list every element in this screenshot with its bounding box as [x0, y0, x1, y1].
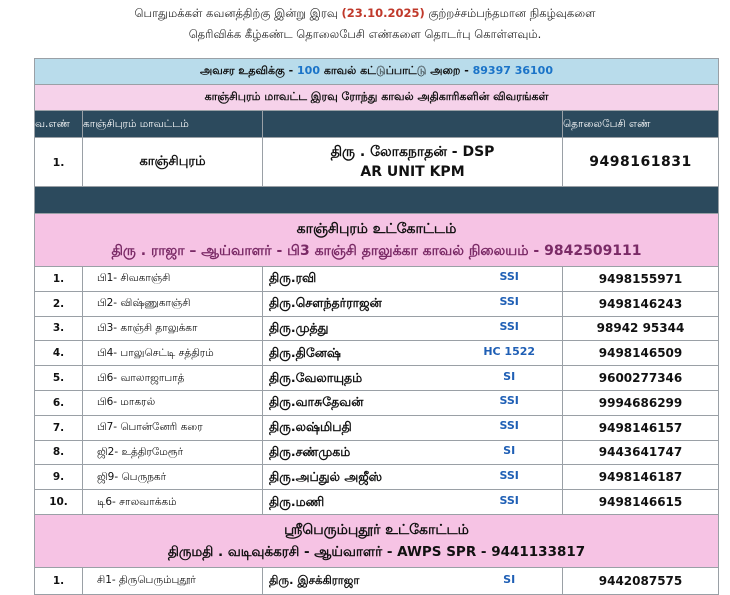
row-phone: 9498146243 — [563, 291, 719, 316]
row-station: பி7- பொன்னேரி கரை — [83, 415, 263, 440]
row-station: ஜி9- பெருநகர் — [83, 465, 263, 490]
row-name-rank — [263, 316, 563, 341]
row-station: பி4- பாலுசெட்டி சத்திரம் — [83, 341, 263, 366]
row-rank: SSI — [499, 394, 519, 408]
row-sno: 10. — [35, 490, 83, 515]
row-rank: SSI — [499, 468, 519, 482]
table-row — [35, 567, 719, 594]
row-rank: SI — [503, 369, 516, 383]
dsp-row — [35, 138, 719, 187]
row-phone: 9994686299 — [563, 390, 719, 415]
row-phone: 9498155971 — [563, 267, 719, 292]
row-name-rank — [263, 267, 563, 292]
row-rank: SI — [503, 572, 516, 586]
table-row — [35, 465, 719, 490]
row-phone: 9498146615 — [563, 490, 719, 515]
table-row — [35, 291, 719, 316]
row-name: திரு.அப்துல் அஜீஸ் — [269, 468, 383, 484]
subdivision-kanchipuram — [35, 214, 719, 267]
header-row — [35, 111, 719, 138]
intro-line-1 — [0, 6, 730, 22]
row-name: திரு.தினேஷ் — [269, 344, 341, 360]
row-name-rank — [263, 440, 563, 465]
table-row — [35, 440, 719, 465]
table-row — [35, 267, 719, 292]
row-sno: 2. — [35, 291, 83, 316]
row-sno: 1. — [35, 567, 83, 594]
row-phone: 9443641747 — [563, 440, 719, 465]
table-row — [35, 341, 719, 366]
dsp-district: காஞ்சிபுரம் — [83, 138, 263, 187]
dsp-officer-unit: AR UNIT KPM — [360, 164, 465, 180]
row-station: பி6- வாலாஜாபாத் — [83, 366, 263, 391]
row-phone: 9442087575 — [563, 567, 719, 594]
row-rank: SSI — [499, 419, 519, 433]
row-name-rank — [263, 291, 563, 316]
subdivision-kanchipuram-officer: திரு . ராஜா – ஆய்வாளர் - பி3 காஞ்சி தாலுக்கா காவல் நிலையம் - 9842509111 — [111, 243, 642, 259]
subdivision-kanchipuram-row — [35, 214, 719, 267]
row-sno: 1. — [35, 267, 83, 292]
row-phone: 9600277346 — [563, 366, 719, 391]
row-sno: 8. — [35, 440, 83, 465]
row-phone: 9498146157 — [563, 415, 719, 440]
header-sno: வ.எண் — [35, 111, 83, 138]
intro-line-2: தெரிவிக்க கீழ்கண்ட தொலைபேசி எண்களை தொடர்பு கொள்ளவும். — [188, 27, 542, 41]
dsp-sno: 1. — [35, 138, 83, 187]
emergency-row — [35, 59, 719, 85]
table-row — [35, 390, 719, 415]
emergency-label-a: அவசர உதவிக்கு - — [200, 64, 294, 77]
row-station: பி3- காஞ்சி தாலுக்கா — [83, 316, 263, 341]
row-name-rank — [263, 465, 563, 490]
row-phone: 9498146509 — [563, 341, 719, 366]
row-name-rank — [263, 490, 563, 515]
row-station: பி6- மாகரல் — [83, 390, 263, 415]
subdivision-sriperumbudur-officer: திருமதி . வடிவுக்கரசி - ஆய்வாளர் - AWPS SPR - 9441133817 — [167, 543, 586, 560]
table-row — [35, 366, 719, 391]
row-name: திரு. இசக்கிராஜா — [269, 572, 360, 587]
row-name: திரு.லஷ்மிபதி — [269, 419, 352, 435]
divider-cell — [35, 187, 719, 214]
row-sno: 5. — [35, 366, 83, 391]
subdivision-sriperumbudur — [35, 514, 719, 567]
row-station: டி6- சாலவாக்கம் — [83, 490, 263, 515]
row-rank: SSI — [499, 295, 519, 309]
header-district: காஞ்சிபுரம் மாவட்டம் — [83, 111, 263, 138]
subdivision-sriperumbudur-row — [35, 514, 719, 567]
row-rank: SSI — [499, 270, 519, 284]
subdivision-kanchipuram-title: காஞ்சிபுரம் உட்கோட்டம் — [296, 221, 457, 237]
row-station: ஜி2- உத்திரமேரூர் — [83, 440, 263, 465]
control-room-number: 89397 36100 — [472, 64, 553, 77]
row-station: சி1- திருபெரும்புதூர் — [83, 567, 263, 594]
row-name: திரு.வாசுதேவன் — [269, 394, 364, 410]
row-rank: SSI — [499, 319, 519, 333]
emergency-cell — [35, 59, 719, 85]
row-name-rank — [263, 390, 563, 415]
row-name: திரு.ரவி — [269, 270, 317, 286]
row-phone: 9498146187 — [563, 465, 719, 490]
officers-table — [34, 58, 719, 595]
row-name: திரு.முத்து — [269, 319, 329, 335]
row-rank: SI — [503, 443, 516, 457]
table-row — [35, 316, 719, 341]
emergency-number-100: 100 — [297, 64, 320, 77]
table-title: காஞ்சிபுரம் மாவட்ட இரவு ரோந்து காவல் அதிகாரிகளின் விவரங்கள் — [35, 85, 719, 111]
row-rank: HC 1522 — [483, 344, 536, 358]
row-name: திரு.மணி — [269, 493, 325, 509]
dsp-officer-name: திரு . லோகநாதன் - DSP — [330, 144, 495, 160]
row-station: பி1- சிவகாஞ்சி — [83, 267, 263, 292]
row-rank: SSI — [499, 493, 519, 507]
table-row — [35, 490, 719, 515]
row-name-rank — [263, 341, 563, 366]
intro-text-a: பொதுமக்கள் கவனத்திற்கு இன்று இரவு — [134, 6, 338, 20]
row-sno: 3. — [35, 316, 83, 341]
row-name-rank — [263, 366, 563, 391]
row-name: திரு.சௌந்தர்ராஜன் — [269, 295, 382, 311]
emergency-label-b: காவல் கட்டுப்பாட்டு அறை - — [323, 64, 469, 77]
table-row — [35, 415, 719, 440]
row-name-rank — [263, 567, 563, 594]
divider-row — [35, 187, 719, 214]
row-name-rank — [263, 415, 563, 440]
row-sno: 7. — [35, 415, 83, 440]
row-sno: 9. — [35, 465, 83, 490]
row-name: திரு.சண்முகம் — [269, 443, 351, 459]
row-sno: 6. — [35, 390, 83, 415]
dsp-officer — [263, 138, 563, 187]
header-officer — [263, 111, 563, 138]
intro-date: (23.10.2025) — [341, 6, 425, 20]
header-phone: தொலைபேசி எண் — [563, 111, 719, 138]
row-station: பி2- விஷ்ணுகாஞ்சி — [83, 291, 263, 316]
table-title-row — [35, 85, 719, 111]
subdivision-sriperumbudur-title: ஸ்ரீபெரும்புதூர் உட்கோட்டம் — [284, 521, 469, 538]
row-name: திரு.வேலாயுதம் — [269, 369, 363, 385]
intro-text-b: குற்றச்சம்பந்தமான நிகழ்வுகளை — [428, 6, 596, 20]
station-rows — [35, 267, 719, 515]
dsp-phone: 9498161831 — [563, 138, 719, 187]
row-sno: 4. — [35, 341, 83, 366]
row-phone: 98942 95344 — [563, 316, 719, 341]
